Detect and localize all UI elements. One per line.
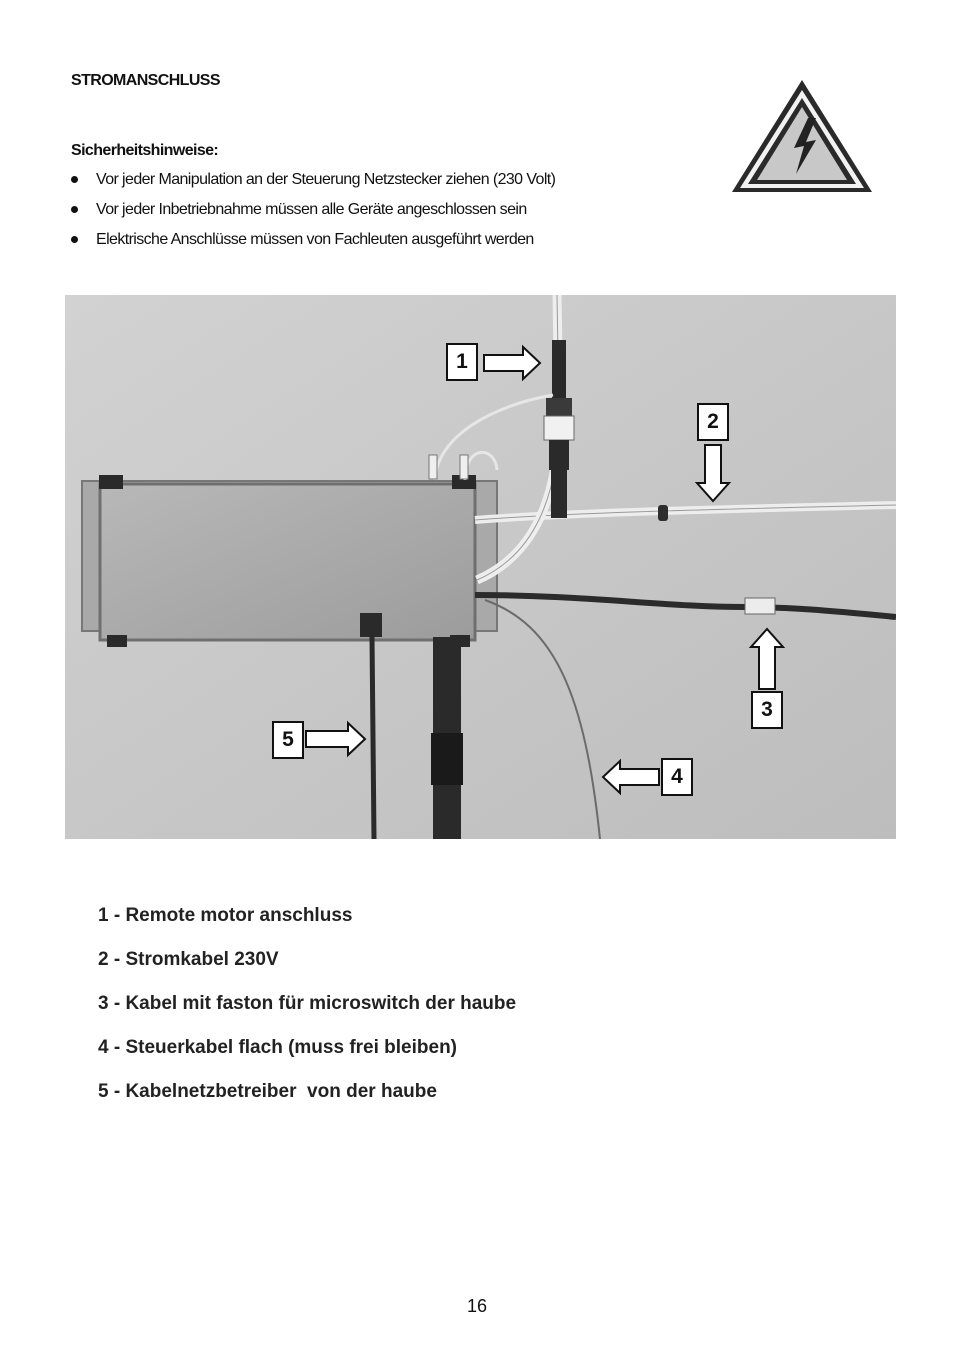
legend-item: 5 - Kabelnetzbetreiber von der haube <box>98 1081 437 1102</box>
bullet-icon <box>71 206 78 213</box>
safety-item <box>71 170 555 200</box>
safety-heading: Sicherheitshinweise: <box>71 142 219 159</box>
safety-item <box>71 200 555 230</box>
callout-4: 4 <box>661 758 693 796</box>
bullet-icon <box>71 176 78 183</box>
wiring-photo <box>65 295 896 839</box>
section-title: STROMANSCHLUSS <box>71 72 220 89</box>
legend-item: 4 - Steuerkabel flach (muss frei bleiben) <box>98 1037 457 1058</box>
bullet-icon <box>71 236 78 243</box>
callout-2: 2 <box>697 403 729 441</box>
page-number: 16 <box>466 1296 488 1316</box>
legend-item: 1 - Remote motor anschluss <box>98 905 353 926</box>
callout-3: 3 <box>751 691 783 729</box>
legend-item: 2 - Stromkabel 230V <box>98 949 279 970</box>
safety-list <box>71 170 555 260</box>
legend-item: 3 - Kabel mit faston für microswitch der haube <box>98 993 517 1014</box>
safety-item-text: Vor jeder Inbetriebnahme müssen alle Geräte angeschlossen sein <box>96 201 527 218</box>
safety-item-text: Elektrische Anschlüsse müssen von Fachleuten ausgeführt werden <box>96 231 534 248</box>
wiring-photo-illustration <box>65 295 896 839</box>
high-voltage-warning-icon <box>728 76 876 196</box>
callout-1: 1 <box>446 343 478 381</box>
safety-item-text: Vor jeder Manipulation an der Steuerung Netzstecker ziehen (230 Volt) <box>96 171 556 188</box>
safety-item <box>71 230 555 260</box>
callout-5: 5 <box>272 721 304 759</box>
legend-list <box>98 904 516 1124</box>
